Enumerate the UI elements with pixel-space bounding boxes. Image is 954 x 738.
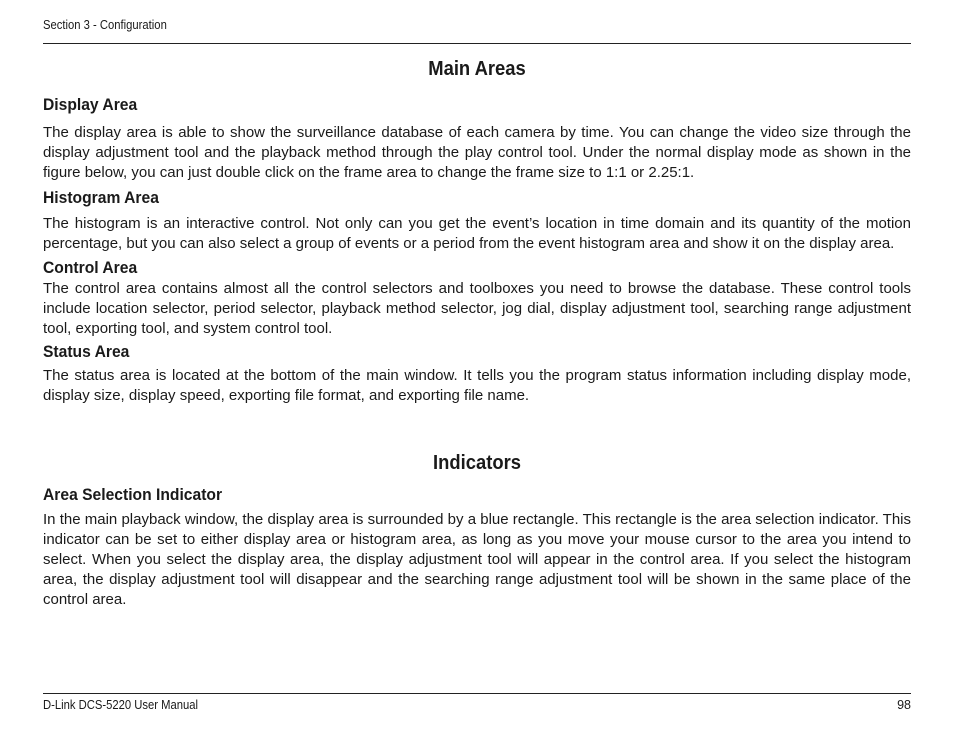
header-divider <box>43 43 911 44</box>
indicators-title: Indicators <box>433 452 521 474</box>
status-area-heading: Status Area <box>43 342 130 361</box>
section-header: Section 3 - Configuration <box>43 18 167 32</box>
histogram-area-text: The histogram is an interactive control. Not only can you get the event’s location in time domain and its quantity of the motion percentage, but you can also select a group of events or a period from the event histogram area and show it on the display area. <box>43 215 911 252</box>
display-area-heading: Display Area <box>43 95 138 114</box>
main-areas-title: Main Areas <box>428 58 526 80</box>
manual-name: D-Link DCS-5220 User Manual <box>43 698 199 712</box>
page-number: 98 <box>897 698 911 712</box>
page-content <box>43 56 911 610</box>
control-area-text: The control area contains almost all the control selectors and toolboxes you need to browse the database. These control tools include location selector, period selector, playback method selector, jog dial, display adjustment tool, searching range adjustment tool, exporting tool, and system control tool. <box>43 280 911 337</box>
control-area-heading: Control Area <box>43 258 138 277</box>
histogram-area-heading: Histogram Area <box>43 188 159 207</box>
status-area-text: The status area is located at the bottom of the main window. It tells you the program status information including display mode, display size, display speed, exporting file format, and exporting file name. <box>43 367 911 404</box>
area-selection-indicator-text: In the main playback window, the display area is surrounded by a blue rectangle. This rectangle is the area selection indicator. This indicator can be set to either display area or histogram area, as long as you move your mouse cursor to the area you intend to select. When you select the display area, the display adjustment tool will appear in the control area. If you select the histogram area, the display adjustment tool will disappear and the searching range adjustment tool will be shown in the same place of the control area. <box>43 511 911 608</box>
display-area-text: The display area is able to show the surveillance database of each camera by time. You can change the video size through the display adjustment tool and the playback method through the play control tool. Under the normal display mode as shown in the figure below, you can just double click on the frame area to change the frame size to 1:1 or 2.25:1. <box>43 124 911 181</box>
area-selection-indicator-heading: Area Selection Indicator <box>43 485 223 504</box>
footer-divider <box>43 693 911 694</box>
